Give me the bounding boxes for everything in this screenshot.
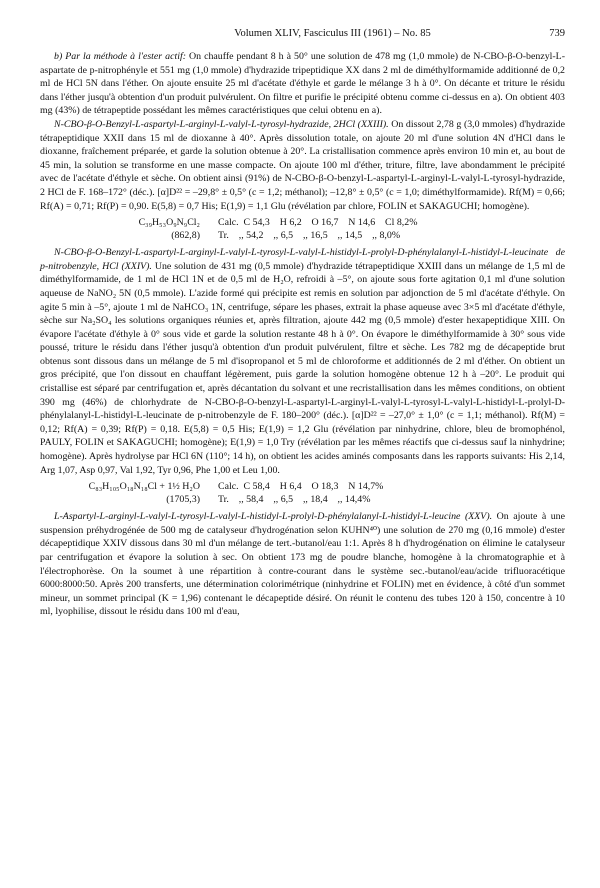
paragraph-body: Une solution de 431 mg (0,5 mmole) d'hydrazide tétrapeptidique XXIII dans un mélange de 1,5 ml de diméthylformamide, de 1 ml de HCl 1N et de 0,5 ml de H₂O, refroidi à –5°, on ajoute sous forte agitation 0,1 ml d'une solution aqueuse de NaNO₂ 5N (0,5 mmole). L'azide formé qui précipite est remis en solution par adjonction de 5 ml d'acétate d'éthyle. On agite 5 min à –5°, ajoute 1 ml de NaHCO₃ 1N, centrifuge, sépare les phases, extrait la phase aqueuse avec 3×5 ml d'acétate d'éthyle, sèche sur Na₂SO₄ les solutions organiques réunies et, après filtration, ajoute 442 mg (0,5 mmole) d'ester hexapeptidique XIII. On évapore l'acétate d'éthyle à 0° sous vide et garde la solution restante 48 h à 0°. On évapore le diméthylformamide à 30° sous vide poussé, triture le résidu dans l'éther jusqu'à obtention d'un produit pulvérulent, filtre et sèche. Les 782 mg de décapeptide brut obtenus sont dissous dans un mélange de 5 ml d'isopropanol et 5 ml de chloroforme et additionnés de 2 ml d'éther. On obtient un gros précipité, que l'on dissout en chauffant légèrement, puis garde la solution homogène obtenue 12 h à –20°. Le produit qui cristallise est séparé par centrifugation et, après décantation du solvant et une recristallisation dans les mêmes conditions, on obtient 390 mg (46%) de chlorhydrate de N-CBO-β-O-benzyl-L-aspartyl-L-arginyl-L-valyl-L-tyrosyl-L-valyl-L-histidyl-L-prolyl-D-phénylalanyl-L-histidyl-L-leucinate de p-nitrobenzyle de F. 180–200° (déc.). [α]D²² = –27,0° ± 1,0° (c = 1,1; méthanol). Rf(M) = 0,12; Rf(A) = 0,39; Rf(P) = 0,18. E(5,8) = 0,5 His; E(1,9) = 1,2 Glu (révélation par ninhydrine, chlore, bleu de bromophénol, PAULY, FOLIN et SAKAGUCHI; homogène); E(1,9) = 1,0 Try (révélation par les mêmes réactifs que ci-dessus sauf la ninhydrine; homogène). Après hydrolyse par HCl 6N (110°; 14 h), on obtient les acides aminés composants dans les rapports suivants: His 2,14, Arg 1,07, Asp 0,97, Val 1,92, Tyr 0,96, Phe 1,00 et Leu 1,00. [40,260,565,476]
paragraph-heading: L-Aspartyl-L-arginyl-L-valyl-L-tyrosyl-L-valyl-L-histidyl-L-prolyl-D-phénylalanyl-L-histidyl-L-leucine (XXV). [54,511,493,523]
page-number: 739 [549,28,565,39]
analysis-formula: C₃₉H₅₃O₉N₉Cl₂ [138,217,200,229]
paragraph-body: On dissout 2,78 g (3,0 mmoles) d'hydrazide tétrapeptidique XXII dans 15 ml de dioxanne à 40°. Après dissolution totale, on ajoute 20 ml d'une solution 4N d'HCl dans le dioxanne, fraîchement préparée, et garde la solution obtenue à 20°. La cristallisation commence après environ 10 min et, au bout de 45 min, la solution se transforme en une masse compacte. On ajoute 100 ml d'éther, triture, filtre, lave abondamment le précipité avec de l'acétate d'éthyle et sèche. On obtient ainsi (91%) de N-CBO-β-O-benzyl-L-aspartyl-L-arginyl-L-valyl-L-tyrosyl-hydrazide, 2 HCl de F. 168–172° (déc.). [α]D²² = –29,8° ± 0,5° (c = 1,2; méthanol); –12,8° ± 0,5° (c = 1,0; diméthylformamide). Rf(M) = 0,66; Rf(A) = 0,71; Rf(P) = 0,90. E(5,8) = 0,7 His; E(1,9) = 1,1 Glu (révélation par chlore, FOLIN et SAKAGUCHI; homogène). [40,118,565,212]
journal-header: Volumen XLIV, Fasciculus III (1961) – No. 85 [234,28,431,39]
analysis-found: Tr. ,, 54,2 ,, 6,5 ,, 16,5 ,, 14,5 ,, 8,0% [218,230,401,242]
page [40,28,565,619]
paragraph-heading: N-CBO-β-O-Benzyl-L-aspartyl-L-arginyl-L-valyl-L-tyrosyl-hydrazide, 2HCl (XXIII). [54,118,389,130]
paragraph-heading: b) Par la méthode à l'ester actif: [54,51,186,62]
paragraph-body: On ajoute à une suspension préhydrogénée de 500 mg de catalyseur d'hydrogénation selon KUHN⁴⁰) une solution de 270 mg (0,16 mmole) d'ester décapeptidique XXIV dissous dans 30 ml d'un mélange de tert.-butanol/eau 1:1. Après 8 h d'hydrogénation on élimine le catalyseur par centrifugation et évapore la solution à sec. On obtient 173 mg de poudre blanche, homogène à la chromatographie et à l'électrophorèse. On la soumet à une répartition à contre-courant dans le système sec.-butanol/eau/acide trifluoracétique 6000:8000:50. Après 200 transferts, une détermination colorimétrique (ninhydrine et FOLIN) met en évidence, à côté d'un sommet mineur, un sommet principal (K = 1,96) contenant le décapeptide désiré. On réunit le contenu des tubes 120 à 150, concentre à 10 ml, lyophilise, dissout le résidu dans 100 ml d'eau, [40,511,566,618]
analysis-molecular-weight: (862,8) [171,230,200,242]
running-header [40,28,565,50]
paragraph-compound-xxiv [40,246,565,477]
elemental-analysis-2 [40,480,565,506]
paragraph-compound-xxiii [40,118,565,213]
paragraph-heading: N-CBO-β-O-Benzyl-L-aspartyl-L-arginyl-L-valyl-L-tyrosyl-L-valyl-L-histidyl-L-prolyl-D-phénylalanyl-L-histidyl-L-leucinate de p-nitrobenzyle, HCl (XXIV). [40,247,565,272]
analysis-formula: C₈₃H₁₀₅O₁₈N₁₈Cl + 1½ H₂O [88,481,200,493]
paragraph-method-b [40,50,565,118]
analysis-molecular-weight: (1705,3) [166,494,200,506]
analysis-calc: Calc. C 58,4 H 6,4 O 18,3 N 14,7% [218,481,384,493]
paragraph-compound-xxv [40,510,565,619]
paragraph-body: On chauffe pendant 8 h à 50° une solution de 478 mg (1,0 mmole) de N-CBO-β-O-benzyl-L-aspartate de p-nitrophényle et 551 mg (1,0 mmole) d'hydrazide tripeptidique XX dans 2 ml de diméthylformamide additionné de 0,2 ml de HCl 5N dans l'éther. On ajoute ensuite 25 ml d'acétate d'éthyle et garde le mélange 3 h à 0°. On décante et triture le résidu dans l'éther jusqu'à obtention d'un produit pulvérulent. On filtre et purifie le précipité obtenu comme ci-dessus en a). On obtient 403 mg (43%) de tétrapeptide possédant les mêmes caractéristiques que celui obtenu en a). [40,51,565,117]
analysis-calc: Calc. C 54,3 H 6,2 O 16,7 N 14,6 Cl 8,2% [218,217,418,229]
analysis-found: Tr. ,, 58,4 ,, 6,5 ,, 18,4 ,, 14,4% [218,494,371,506]
elemental-analysis-1 [40,216,565,242]
